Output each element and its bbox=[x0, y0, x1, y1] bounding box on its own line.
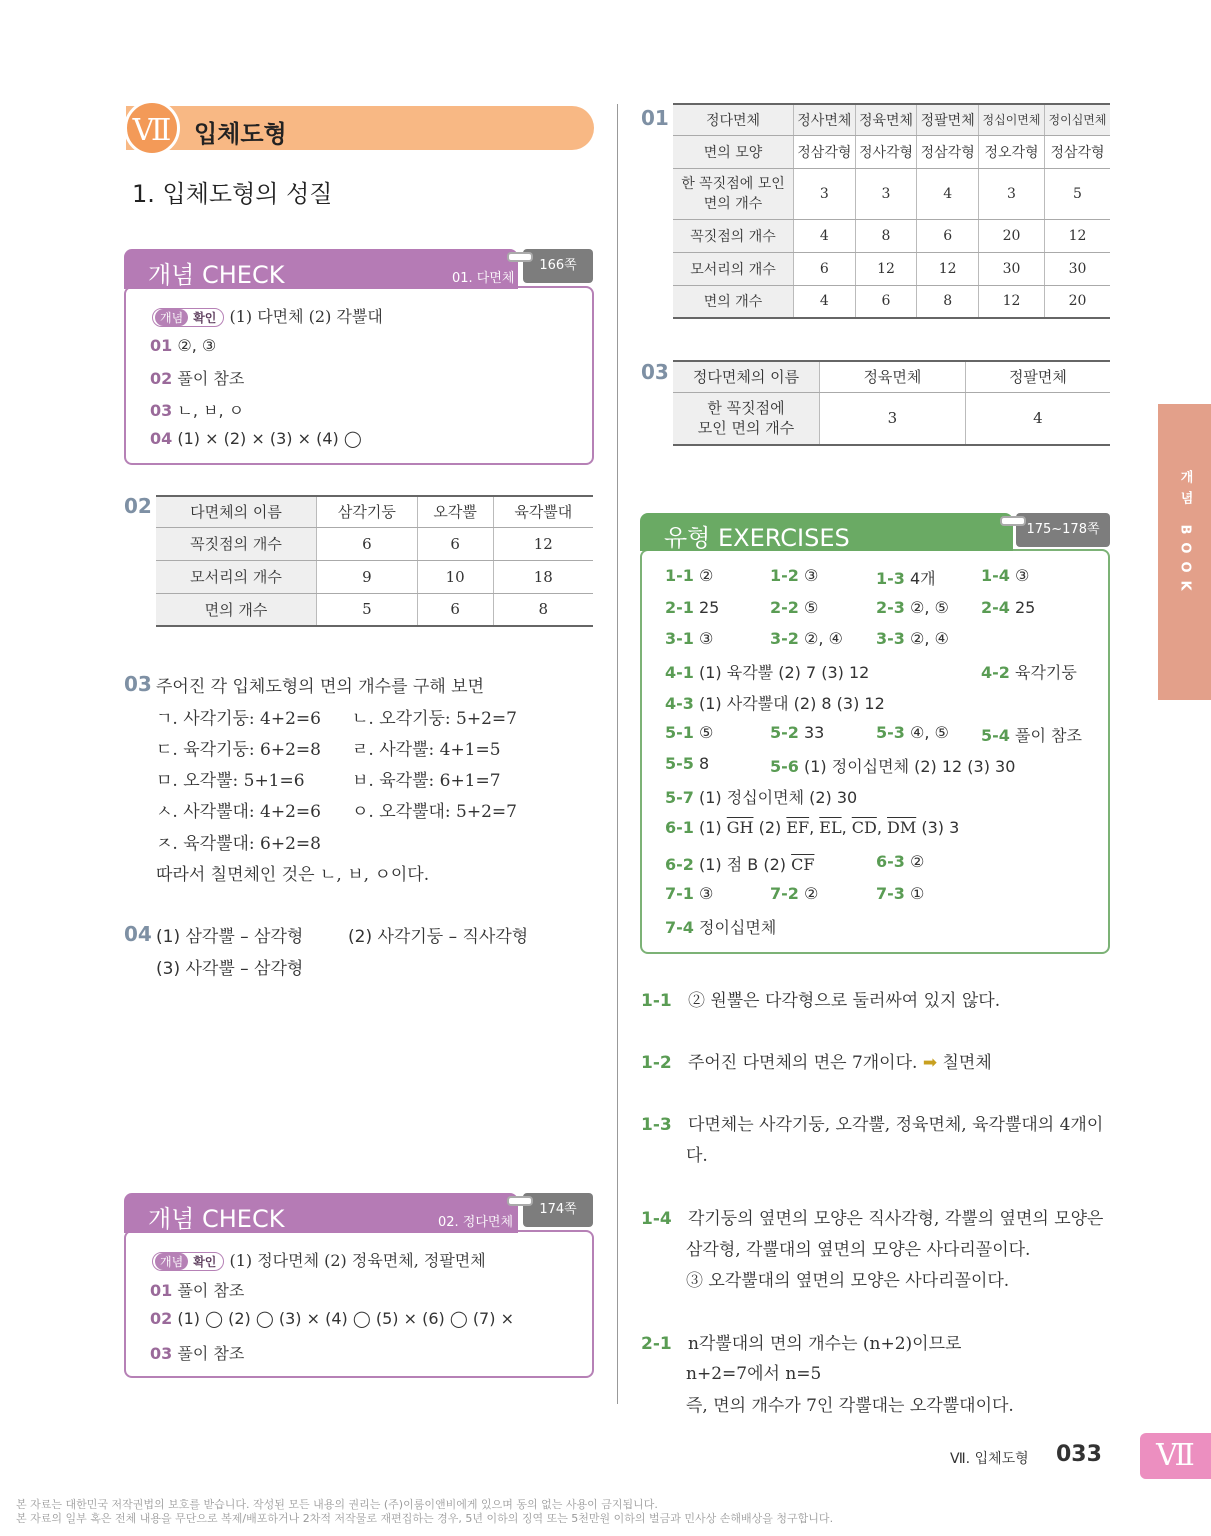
exercise-answer: 2-4 25 bbox=[981, 598, 1036, 617]
exercise-answer: 5-2 33 bbox=[770, 723, 825, 742]
solution-2-1: 2-1 n각뿔대의 면의 개수는 (n+2)이므로 bbox=[641, 1334, 962, 1354]
vertex-face-table bbox=[673, 360, 1110, 446]
q03-line: ㅈ. 육각뿔대: 6+2=8 bbox=[156, 834, 321, 854]
table-row: 꼭짓점의 개수 6 6 12 bbox=[156, 527, 593, 560]
page-number: 033 bbox=[1056, 1442, 1102, 1467]
exercise-answer: 6-3 ② bbox=[876, 852, 925, 871]
concept-check-2-item: 02 (1) ◯ (2) ◯ (3) × (4) ◯ (5) × (6) ◯ (7) × bbox=[150, 1309, 514, 1328]
concept-check-2-page-tab: 174쪽 bbox=[523, 1193, 593, 1227]
arrow-right-icon: ➡ bbox=[922, 1053, 938, 1073]
polyhedron-table bbox=[156, 495, 593, 627]
exercise-answer: 4-2 육각기둥 bbox=[981, 663, 1077, 682]
exercise-answer: 5-6 (1) 정이십면체 (2) 12 (3) 30 bbox=[770, 757, 1016, 776]
q04-answer: (2) 사각기둥 – 직사각형 bbox=[348, 927, 529, 947]
regular-polyhedron-table bbox=[673, 103, 1110, 319]
exercise-answer: 5-1 ⑤ bbox=[665, 723, 714, 742]
solution-1-4-cont: 삼각형, 각뿔대의 옆면의 모양은 사다리꼴이다. bbox=[686, 1240, 1031, 1260]
question-number: 03 bbox=[124, 672, 152, 696]
paper-clip-icon bbox=[1000, 516, 1026, 526]
q03-line: ㅁ. 오각뿔: 5+1=6 bbox=[156, 771, 305, 791]
exercise-answer: 4-1 (1) 육각뿔 (2) 7 (3) 12 bbox=[665, 663, 870, 682]
exercise-answer: 1-3 4개 bbox=[876, 569, 936, 588]
exercise-answer: 7-2 ② bbox=[770, 884, 819, 903]
question-number: 02 bbox=[124, 494, 152, 518]
concept-confirm-chip: 개념 확인 bbox=[152, 308, 224, 327]
concept-check-1-item: 04 (1) × (2) × (3) × (4) ◯ bbox=[150, 429, 362, 448]
question-number: 03 bbox=[641, 360, 669, 384]
table-header: 정십이면체 bbox=[979, 104, 1045, 135]
exercise-answer: 1-1 ② bbox=[665, 566, 714, 585]
exercise-answer: 5-7 (1) 정십이면체 (2) 30 bbox=[665, 788, 858, 807]
table-header: 정다면체 bbox=[673, 104, 794, 135]
table-header: 정이십면체 bbox=[1045, 104, 1110, 135]
table-header: 육각뿔대 bbox=[493, 496, 593, 527]
table-row: 꼭짓점의 개수 4 8 6 20 12 bbox=[673, 219, 1110, 252]
exercise-answer: 7-4 정이십면체 bbox=[665, 918, 777, 937]
concept-check-1-subtitle: 01. 다면체 bbox=[452, 271, 515, 286]
table-row: 면의 개수 5 6 8 bbox=[156, 593, 593, 626]
column-divider bbox=[617, 104, 618, 1404]
solution-1-3: 1-3 다면체는 사각기둥, 오각뿔, 정육면체, 육각뿔대의 4개이 bbox=[641, 1115, 1104, 1135]
solution-1-4: 1-4 각기둥의 옆면의 모양은 직사각형, 각뿔의 옆면의 모양은 bbox=[641, 1209, 1104, 1229]
q03-line: ㅂ. 육각뿔: 6+1=7 bbox=[352, 771, 501, 791]
solution-1-3-cont: 다. bbox=[686, 1146, 708, 1166]
exercise-answer: 5-4 풀이 참조 bbox=[981, 726, 1082, 745]
concept-confirm-line: 개념 확인 (1) 다면체 (2) 각뿔대 bbox=[152, 304, 383, 327]
q04-answer: (1) 삼각뿔 – 삼각형 bbox=[156, 927, 304, 947]
table-header: 정팔면체 bbox=[917, 104, 979, 135]
solution-1-1: 1-1 ② 원뿔은 다각형으로 둘러싸여 있지 않다. bbox=[641, 991, 1001, 1011]
side-tab-label: 개념 BOOK bbox=[1177, 470, 1193, 599]
concept-check-2-subtitle: 02. 정다면체 bbox=[438, 1215, 514, 1230]
exercise-answer: 3-3 ②, ④ bbox=[876, 629, 949, 648]
exercises-title: 유형 EXERCISES bbox=[664, 524, 850, 552]
q03-line: ㄴ. 오각기둥: 5+2=7 bbox=[352, 709, 517, 729]
exercise-answer: 1-4 ③ bbox=[981, 566, 1030, 585]
paper-clip-icon bbox=[507, 252, 533, 262]
q03-line: ㄹ. 사각뿔: 4+1=5 bbox=[352, 740, 501, 760]
table-row: 한 꼭짓점에 모인 면의 개수 3 4 bbox=[673, 392, 1110, 445]
concept-check-1-item: 02 풀이 참조 bbox=[150, 369, 245, 388]
exercise-answer: 2-2 ⑤ bbox=[770, 598, 819, 617]
exercise-answer: 7-1 ③ bbox=[665, 884, 714, 903]
chapter-title: 입체도형 bbox=[194, 120, 287, 148]
table-header: 정팔면체 bbox=[965, 361, 1110, 392]
solution-1-2: 1-2 주어진 다면체의 면은 7개이다. ➡ 칠면체 bbox=[641, 1053, 992, 1073]
legal-notice: 본 자료는 대한민국 저작권법의 보호를 받습니다. 작성된 모든 내용의 권리는 (주)이룸이앤비에게 있으며 동의 없는 사용이 금지됩니다. 본 자료의 일부 혹은 전체 내용을 무단으로 복제/배포하거나 2차적 저작물로 재편집하는 경우, 5년 이하의 징역 또는 5천만원 이하의 벌금과 민사상 손해배상을 청구합니다. bbox=[16, 1498, 834, 1525]
exercise-answer: 1-2 ③ bbox=[770, 566, 819, 585]
table-row: 면의 개수 4 6 8 12 20 bbox=[673, 285, 1110, 318]
q04-answer: (3) 사각뿔 – 삼각형 bbox=[156, 959, 304, 979]
solution-2-1-cont: n+2=7에서 n=5 bbox=[686, 1364, 822, 1384]
q03-line: ㅅ. 사각뿔대: 4+2=6 bbox=[156, 802, 321, 822]
exercise-answer: 2-1 25 bbox=[665, 598, 720, 617]
exercise-answer: 3-2 ②, ④ bbox=[770, 629, 843, 648]
concept-confirm-chip: 개념 확인 bbox=[152, 1252, 224, 1271]
q03-line: ㅇ. 오각뿔대: 5+2=7 bbox=[352, 802, 517, 822]
solution-2-1-cont: 즉, 면의 개수가 7인 각뿔대는 오각뿔대이다. bbox=[686, 1396, 1014, 1416]
concept-check-2-item: 01 풀이 참조 bbox=[150, 1281, 245, 1300]
q03-conclusion: 따라서 칠면체인 것은 ㄴ, ㅂ, ㅇ이다. bbox=[156, 865, 430, 885]
table-header: 오각뿔 bbox=[417, 496, 493, 527]
concept-check-1-item: 03 ㄴ, ㅂ, ㅇ bbox=[150, 401, 245, 420]
exercise-answer: 6-1 (1) $\overline{GH}$ (2) $\overline{EF}$, $\overline{EL}$, $\overline{CD}$, $\overline{DM}$ (3) 3 bbox=[665, 818, 960, 837]
solution-1-4-cont: ③ 오각뿔대의 옆면의 모양은 사다리꼴이다. bbox=[686, 1271, 1010, 1291]
table-row: 모서리의 개수 6 12 12 30 30 bbox=[673, 252, 1110, 285]
exercises-page-tab: 175~178쪽 bbox=[1016, 513, 1110, 547]
q03-intro: 주어진 각 입체도형의 면의 개수를 구해 보면 bbox=[156, 677, 485, 697]
footer-chapter-badge: Ⅶ bbox=[1140, 1433, 1211, 1479]
concept-check-1-item: 01 ②, ③ bbox=[150, 336, 217, 355]
section-title: 1. 입체도형의 성질 bbox=[132, 180, 333, 208]
exercise-answer: 7-3 ① bbox=[876, 884, 925, 903]
q03-line: ㄱ. 사각기둥: 4+2=6 bbox=[156, 709, 321, 729]
exercise-answer: 2-3 ②, ⑤ bbox=[876, 598, 949, 617]
table-header: 다면체의 이름 bbox=[156, 496, 317, 527]
concept-check-2-item: 03 풀이 참조 bbox=[150, 1344, 245, 1363]
exercise-answer: 6-2 (1) 점 B (2) $\overline{CF}$ bbox=[665, 855, 815, 874]
exercise-answer: 5-5 8 bbox=[665, 754, 710, 773]
exercise-answer: 3-1 ③ bbox=[665, 629, 714, 648]
question-number: 04 bbox=[124, 922, 152, 946]
concept-check-2-title: 개념 CHECK bbox=[148, 1205, 285, 1233]
footer-chapter: Ⅶ. 입체도형 bbox=[950, 1451, 1029, 1467]
table-header: 정육면체 bbox=[820, 361, 966, 392]
table-header: 정사면체 bbox=[794, 104, 856, 135]
exercise-answer: 5-3 ④, ⑤ bbox=[876, 723, 949, 742]
exercise-answer: 4-3 (1) 사각뿔대 (2) 8 (3) 12 bbox=[665, 694, 885, 713]
question-number: 01 bbox=[641, 106, 669, 130]
chapter-number-badge: Ⅶ bbox=[124, 100, 180, 156]
q03-line: ㄷ. 육각기둥: 6+2=8 bbox=[156, 740, 321, 760]
paper-clip-icon bbox=[507, 1196, 533, 1206]
table-row: 한 꼭짓점에 모인 면의 개수 3 3 4 3 5 bbox=[673, 168, 1110, 219]
table-row: 모서리의 개수 9 10 18 bbox=[156, 560, 593, 593]
concept-check-1-page-tab: 166쪽 bbox=[523, 249, 593, 283]
table-header: 정육면체 bbox=[855, 104, 917, 135]
table-header: 삼각기둥 bbox=[317, 496, 418, 527]
concept-confirm-line: 개념 확인 (1) 정다면체 (2) 정육면체, 정팔면체 bbox=[152, 1248, 486, 1271]
concept-check-1-title: 개념 CHECK bbox=[148, 261, 285, 289]
table-header: 정다면체의 이름 bbox=[673, 361, 820, 392]
table-row: 면의 모양 정삼각형 정사각형 정삼각형 정오각형 정삼각형 bbox=[673, 135, 1110, 168]
